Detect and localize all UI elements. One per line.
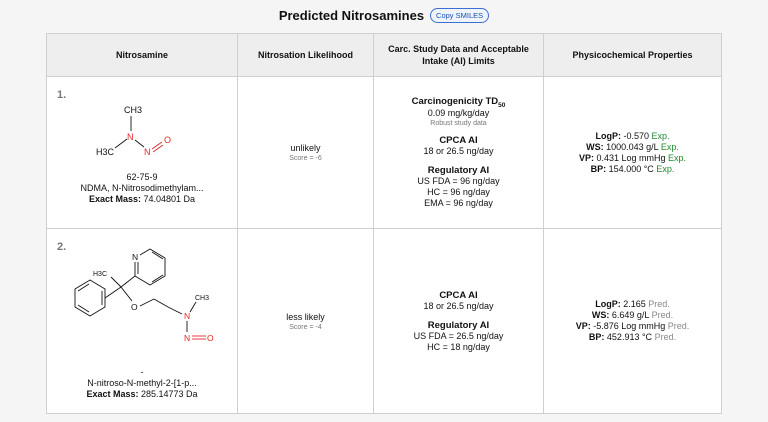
properties-cell [544,229,722,414]
atom-label: N [132,251,139,262]
carc-data-cell [374,229,544,414]
row-number: 1. [57,89,67,101]
atom-label: N [184,332,191,343]
page-title: Predicted Nitrosamines [278,8,425,23]
row-number: 2. [57,241,67,253]
bp-property: BP: 452.913 °C Pred. [588,332,677,342]
bond [135,140,144,147]
nitrosamine-info [47,172,237,205]
atom-label: H3C [96,147,115,157]
regulatory-hc: HC = 18 ng/day [427,341,490,352]
nitrosamine-cell [47,77,238,229]
table-row [47,77,722,229]
exact-mass: Exact Mass: 285.14773 Da [86,388,198,399]
bond [140,299,154,306]
atom-label: O [131,301,138,312]
vp-property: VP: -5.876 Log mmHg Pred. [575,321,690,331]
exact-mass: Exact Mass: 74.04801 Da [88,194,196,204]
bond [75,280,105,316]
carc-data-cell [374,77,544,229]
bond [115,139,127,148]
td50-heading: Carcinogenicity $TD_{50}$ [411,95,506,109]
atom-label: CH3 [124,105,143,115]
bond [105,287,121,298]
bond [152,142,162,149]
atom-label: O [207,332,214,343]
regulatory-heading: Regulatory AI [427,319,490,331]
nitrosamine-table [46,33,722,414]
table-row [47,229,722,414]
atom-label: H3C [93,270,108,278]
atom-label: N [184,310,191,321]
atom-label: CH3 [195,294,210,302]
likelihood-label: unlikely [290,143,321,153]
bond [78,284,89,291]
cpca-value: 18 or 26.5 ng/day [423,146,494,157]
bp-property: BP: 154.000 °C Exp. [590,163,675,174]
atom-label: O [164,135,172,145]
td50-note: Robust study data [430,120,487,128]
vp-property: VP: 0.431 Log mmHg Exp. [578,152,687,163]
atom-label: N [144,147,151,157]
bond [121,287,132,301]
column-header-likelihood: Nitrosation Likelihood [238,34,374,77]
regulatory-heading: Regulatory AI [427,165,490,177]
likelihood-cell [238,229,374,414]
logp-property: LogP: 2.165 Pred. [595,299,670,309]
nitrosamine-cell [47,229,238,414]
cas-number: 62-75-9 [126,172,158,182]
cpca-heading: CPCA AI [439,289,478,301]
table-header-row [47,34,722,77]
bond [153,145,163,152]
nitrosamine-info [47,367,237,400]
nitrosamine-name: N-nitroso-N-methyl-2-[1-p... [87,377,197,388]
likelihood-score: Score = -4 [289,323,322,331]
cpca-heading: CPCA AI [439,135,478,147]
ndma-structure-image[interactable] [82,100,202,170]
regulatory-fda: US FDA = 26.5 ng/day [413,330,504,341]
regulatory-fda: US FDA = 96 ng/day [417,176,500,187]
column-header-nitrosamine: Nitrosamine [47,34,238,77]
bond [121,276,135,287]
ws-property: WS: 6.649 g/L Pred. [591,310,674,320]
regulatory-ema: EMA = 96 ng/day [424,198,493,209]
td50-value: 0.09 mg/kg/day [427,108,490,119]
column-header-properties: Physicochemical Properties [544,34,722,77]
results-header [0,8,768,23]
compound-structure-image[interactable] [57,243,227,365]
regulatory-hc: HC = 96 ng/day [427,187,490,198]
bond [111,277,121,287]
likelihood-label: less likely [286,311,325,322]
cpca-value: 18 or 26.5 ng/day [423,300,494,311]
bond [168,307,182,314]
nitrosamine-name: NDMA, N-Nitrosodimethylam... [80,183,204,193]
atom-label: N [127,132,134,142]
bond [78,305,89,312]
likelihood-cell [238,77,374,229]
likelihood-score: Score = -6 [289,155,322,162]
copy-smiles-button[interactable]: Copy SMILES [430,8,489,23]
logp-property: LogP: -0.570 Exp. [595,130,670,141]
column-header-carc-data: Carc. Study Data and Acceptable Intake (AI) Limits [374,34,544,77]
ws-property: WS: 1000.043 g/L Exp. [586,141,679,152]
properties-cell [544,77,722,229]
cas-number: - [140,366,144,377]
bond [190,302,196,312]
bond [154,299,168,307]
